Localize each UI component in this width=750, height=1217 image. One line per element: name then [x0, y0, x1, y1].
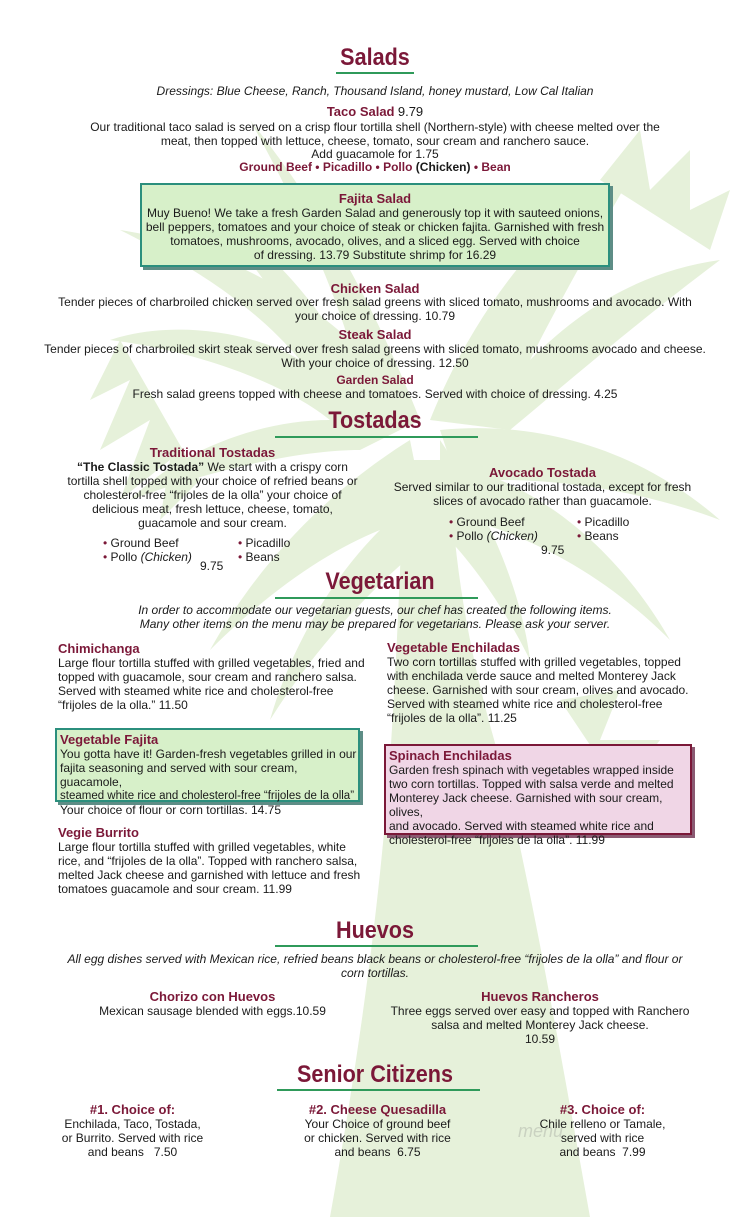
huevos-rancheros-line-1: Three eggs served over easy and topped with Ranchero: [390, 1004, 690, 1018]
traditional-tostadas-price: 9.75: [200, 559, 224, 573]
taco-salad-desc-3: Add guacamole for 1.75: [311, 147, 439, 161]
vegetable-fajita-line-1: You gotta have it! Garden-fresh vegetables grilled in our: [60, 747, 357, 761]
senior-one-line-3: and beans 7.50: [87, 1145, 178, 1159]
salads-rule: [336, 72, 414, 74]
salads-heading: Salads: [340, 44, 410, 71]
vegie-burrito-line-1: Large flour tortilla stuffed with grilled vegetables, white: [58, 840, 346, 854]
option-pollo-chicken: (Chicken): [415, 160, 471, 174]
vegetarian-intro-2: Many other items on the menu may be prepared for vegetarians. Please ask your server.: [139, 617, 611, 631]
taco-salad-options: [0, 160, 750, 175]
vegie-burrito-line-2: rice, and “frijoles de la olla”. Topped with ranchero salsa,: [58, 854, 358, 868]
chimichanga-line-2: topped with guacamole, sour cream and ranchero salsa.: [58, 670, 357, 684]
steak-salad-title: Steak Salad: [338, 327, 412, 342]
avo-option-beans: • Beans: [577, 529, 619, 543]
avo-option-pollo: • Pollo (Chicken): [449, 529, 538, 543]
steak-salad-line-2: With your choice of dressing. 12.50: [281, 356, 469, 370]
spinach-enchiladas-line-4: and avocado. Served with steamed white rice and: [389, 819, 654, 833]
spinach-enchiladas-line-2: two corn tortillas. Topped with salsa verde and melted: [389, 777, 674, 791]
vegetarian-heading: Vegetarian: [325, 568, 435, 595]
senior-three-title: #3. Choice of:: [559, 1102, 646, 1117]
senior-two-line-2: or chicken. Served with rice: [304, 1131, 451, 1145]
senior-one-title: #1. Choice of:: [89, 1102, 176, 1117]
senior-heading: Senior Citizens: [296, 1061, 454, 1088]
fajita-salad-line-2: bell peppers, tomatoes and your choice of steak or chicken fajita. Garnished with fresh: [145, 220, 605, 234]
option-ground-beef: Ground Beef: [239, 160, 312, 174]
taco-salad-desc-2: meat, then topped with lettuce, cheese, tomato, sour cream and ranchero sauce.: [160, 134, 590, 148]
trad-option-ground-beef: • Ground Beef: [103, 536, 179, 550]
tostadas-heading: Tostadas: [328, 407, 422, 434]
chimichanga-title: Chimichanga: [58, 641, 140, 656]
chorizo-line-1: Mexican sausage blended with eggs.10.59: [99, 1004, 326, 1018]
senior-one-line-1: Enchilada, Taco, Tostada,: [64, 1117, 201, 1131]
bullet: •: [375, 160, 380, 174]
trad-option-picadillo: • Picadillo: [238, 536, 291, 550]
traditional-tostadas-line-3: cholesterol-free “frijoles de la olla” your choice of: [83, 488, 342, 502]
traditional-tostadas-line-1: [55, 460, 370, 474]
chicken-salad-title: Chicken Salad: [330, 281, 420, 296]
fajita-salad-box: [140, 183, 610, 267]
spinach-enchiladas-title: Spinach Enchiladas: [389, 748, 512, 763]
option-picadillo: Picadillo: [322, 160, 373, 174]
vegetable-enchiladas-line-5: “frijoles de la olla”. 11.25: [387, 711, 517, 725]
huevos-rancheros-title: Huevos Rancheros: [481, 989, 599, 1004]
huevos-rancheros-line-2: salsa and melted Monterey Jack cheese.: [431, 1018, 649, 1032]
avocado-tostada-title: Avocado Tostada: [489, 465, 596, 480]
vegetable-fajita-line-2: fajita seasoning and served with sour cream, guacamole,: [60, 761, 298, 789]
classic-tostada-lead: “The Classic Tostada”: [77, 460, 205, 474]
senior-two-line-3: and beans 6.75: [334, 1145, 421, 1159]
spinach-enchiladas-line-1: Garden fresh spinach with vegetables wrapped inside: [389, 763, 674, 777]
fajita-salad-title: Fajita Salad: [338, 191, 412, 206]
huevos-heading: Huevos: [335, 917, 415, 944]
taco-salad-title: [0, 104, 750, 119]
traditional-tostadas-title: Traditional Tostadas: [149, 445, 276, 460]
senior-two-title: #2. Cheese Quesadilla: [308, 1102, 447, 1117]
taco-salad-name: Taco Salad: [326, 104, 395, 119]
option-bean: Bean: [481, 160, 511, 174]
tostadas-rule: [275, 436, 478, 438]
avo-option-ground-beef: • Ground Beef: [449, 515, 525, 529]
vegie-burrito-title: Vegie Burrito: [58, 825, 139, 840]
chicken-salad-line-1: Tender pieces of charbroiled chicken served over fresh salad greens with sliced tomato, mushrooms and avocado. With: [58, 295, 692, 309]
vegetable-enchiladas-line-4: Served with steamed white rice and cholesterol-free: [387, 697, 663, 711]
chimichanga-line-4: “frijoles de la olla.” 11.50: [58, 698, 188, 712]
vegetable-fajita-box: [55, 728, 360, 817]
vegetable-enchiladas-line-1: Two corn tortillas stuffed with grilled vegetables, topped: [387, 655, 681, 669]
avocado-tostada-line-1: Served similar to our traditional tostada, except for fresh: [393, 480, 692, 494]
taco-salad-desc-1: Our traditional taco salad is served on a crisp flour tortilla shell (Northern-style) with cheese melted over the: [90, 120, 660, 134]
senior-rule: [277, 1089, 480, 1091]
spinach-enchiladas-line-5: cholesterol-free “frijoles de la olla”. 11.99: [389, 833, 605, 847]
chorizo-title: Chorizo con Huevos: [149, 989, 276, 1004]
vegetable-fajita-title: Vegetable Fajita: [60, 732, 159, 747]
spinach-enchiladas-box: [384, 744, 692, 847]
chimichanga-line-1: Large flour tortilla stuffed with grilled vegetables, fried and: [58, 656, 365, 670]
option-pollo: Pollo: [383, 160, 413, 174]
taco-salad-price: 9.79: [397, 104, 424, 119]
senior-three-line-2: served with rice: [560, 1131, 645, 1145]
traditional-tostadas-line-2: tortilla shell topped with your choice of refried beans or: [67, 474, 358, 488]
vegie-burrito-line-4: tomatoes guacamole and sour cream. 11.99: [58, 882, 292, 896]
salads-dressings: Dressings: Blue Cheese, Ranch, Thousand Island, honey mustard, Low Cal Italian: [156, 84, 594, 98]
trad-option-beans: • Beans: [238, 550, 280, 564]
bullet: •: [473, 160, 479, 174]
steak-salad-line-1: Tender pieces of charbroiled skirt steak served over fresh salad greens with sliced tomato, mushrooms avocado and cheese.: [44, 342, 706, 356]
vegetable-enchiladas-line-2: with enchilada verde sauce and melted Monterey Jack: [387, 669, 676, 683]
avocado-tostada-price: 9.75: [541, 543, 565, 557]
huevos-rancheros-line-3: 10.59: [524, 1032, 556, 1046]
trad-option-pollo: • Pollo (Chicken): [103, 550, 192, 564]
senior-two-line-1: Your Choice of ground beef: [304, 1117, 451, 1131]
senior-three-line-3: and beans 7.99: [559, 1145, 646, 1159]
bullet: •: [315, 160, 320, 174]
traditional-tostadas-line-5: guacamole and sour cream.: [138, 516, 287, 530]
garden-salad-title: Garden Salad: [336, 373, 414, 387]
avo-option-picadillo: • Picadillo: [577, 515, 630, 529]
spinach-enchiladas-line-3: Monterey Jack cheese. Garnished with sour cream, olives,: [389, 791, 663, 819]
vegetable-fajita-line-4: Your choice of flour or corn tortillas. 14.75: [60, 803, 282, 817]
huevos-intro-2: corn tortillas.: [340, 966, 410, 980]
fajita-salad-line-3: tomatoes, mushrooms, avocado, olives, and a sliced egg. Served with choice: [170, 234, 580, 248]
avocado-tostada-line-2: slices of avocado rather than guacamole.: [433, 494, 652, 508]
fajita-salad-line-1: Muy Bueno! We take a fresh Garden Salad and generously top it with sauteed onions,: [146, 206, 604, 220]
fajita-salad-line-4: of dressing. 13.79 Substitute shrimp for 16.29: [253, 248, 497, 262]
chimichanga-line-3: Served with steamed white rice and cholesterol-free: [58, 684, 334, 698]
vegetable-fajita-line-3: steamed white rice and cholesterol-free “frijoles de la olla”: [60, 790, 355, 802]
traditional-tostadas-line-4: delicious meat, fresh lettuce, cheese, tomato,: [92, 502, 333, 516]
vegetable-enchiladas-title: Vegetable Enchiladas: [387, 640, 520, 655]
chicken-salad-line-2: your choice of dressing. 10.79: [294, 309, 456, 323]
vegetarian-intro-1: In order to accommodate our vegetarian guests, our chef has created the following items.: [138, 603, 612, 617]
vegie-burrito-line-3: melted Jack cheese and garnished with lettuce and fresh: [58, 868, 361, 882]
watermark: menu: [518, 1121, 564, 1141]
vegetable-enchiladas-line-3: cheese. Garnished with sour cream, olives and avocado.: [387, 683, 689, 697]
garden-salad-line-1: Fresh salad greens topped with cheese and tomatoes. Served with choice of dressing. 4.25: [132, 387, 618, 401]
senior-three-line-1: Chile relleno or Tamale,: [539, 1117, 666, 1131]
huevos-intro-1: All egg dishes served with Mexican rice, refried beans black beans or cholesterol-free “frijoles de la olla” and flour or: [67, 952, 683, 966]
classic-tostada-text: We start with a crispy corn: [204, 460, 348, 474]
vegetarian-rule: [275, 597, 478, 599]
senior-one-line-2: or Burrito. Served with rice: [61, 1131, 204, 1145]
huevos-rule: [275, 945, 478, 947]
